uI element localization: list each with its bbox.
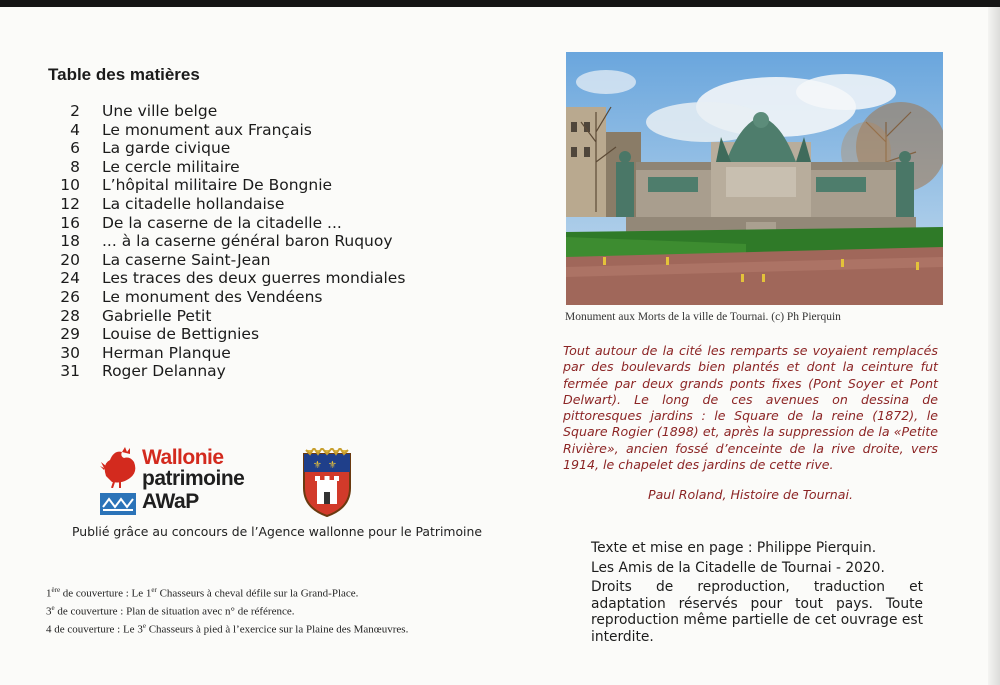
svg-text:⚜: ⚜ bbox=[313, 460, 322, 471]
toc-page-number: 6 bbox=[70, 139, 80, 158]
toc-page-number: 12 bbox=[60, 194, 80, 213]
patrimoine-word: patrimoine bbox=[142, 467, 245, 490]
toc-entry bbox=[60, 195, 405, 214]
toc-entry bbox=[60, 214, 405, 233]
toc-page-number: 4 bbox=[70, 120, 80, 139]
author-line: Texte et mise en page : Philippe Pierquin. bbox=[591, 540, 877, 556]
cover-credit-1: 1ère de couverture : Le 1er Chasseurs à cheval défile sur la Grand-Place. bbox=[46, 586, 359, 600]
awap-building-icon bbox=[100, 493, 136, 515]
toc-entry bbox=[60, 325, 405, 344]
awap-logo bbox=[100, 446, 270, 518]
monument-photo bbox=[566, 52, 943, 305]
wallonie-word: Wallonie bbox=[142, 446, 224, 469]
toc-page-number: 16 bbox=[60, 213, 80, 232]
toc-entry-title: ... à la caserne général baron Ruquoy bbox=[102, 232, 393, 251]
toc-entry-title: Le monument aux Français bbox=[102, 120, 312, 139]
toc-title: Table des matières bbox=[48, 65, 200, 84]
toc-entry-title: La garde civique bbox=[102, 139, 231, 158]
toc-page-number: 8 bbox=[70, 157, 80, 176]
toc-entry-title: Le cercle militaire bbox=[102, 157, 240, 176]
toc-entry bbox=[60, 269, 405, 288]
toc-entry bbox=[60, 176, 405, 195]
toc-entry-title: La citadelle hollandaise bbox=[102, 194, 285, 213]
toc-entry bbox=[60, 158, 405, 177]
toc-entry bbox=[60, 251, 405, 270]
toc-entry bbox=[60, 139, 405, 158]
toc-page-number: 26 bbox=[60, 287, 80, 306]
toc-entry bbox=[60, 307, 405, 326]
cover-credits bbox=[46, 583, 408, 637]
toc-page-number: 10 bbox=[60, 176, 80, 195]
historical-quote: Tout autour de la cité les remparts se voyaient remplacés par des boulevards bien plantés et dont la ceinture fut fermée par deux grands ponts fixes (Pont Soyer et Pont Delwart). Le long de ces avenues on dessina de pittoresques jardins : le Square de la reine (1872), le Square Rogier (1898) et, après la suppression de la «Petite Rivière», ancien fossé d’enceinte de la rive droite, vers 1914, le chapelet des jardins de cette rive. bbox=[563, 343, 938, 473]
toc-entry-title: Le monument des Vendéens bbox=[102, 287, 323, 306]
toc-page-number: 29 bbox=[60, 325, 80, 344]
toc-entry-title: L’hôpital militaire De Bongnie bbox=[102, 176, 333, 195]
toc-entry bbox=[60, 288, 405, 307]
svg-text:⚜: ⚜ bbox=[328, 460, 337, 471]
toc-entry bbox=[60, 344, 405, 363]
toc-page-number: 2 bbox=[70, 102, 80, 120]
cover-credit-4: 4 de couverture : Le 3e Chasseurs à pied à l’exercice sur la Plaine des Manœuvres. bbox=[46, 621, 409, 636]
toc-page-number: 30 bbox=[60, 343, 80, 362]
quote-author: Paul Roland, Histoire de Tournai. bbox=[648, 487, 853, 502]
rights-block bbox=[591, 540, 923, 649]
photo-caption: Monument aux Morts de la ville de Tournai. (c) Ph Pierquin bbox=[565, 311, 841, 323]
cover-credit-3: 3e de couverture : Plan de situation avec n° de référence. bbox=[46, 603, 295, 618]
copyright-notice: Droits de reproduction, traduction et adaptation réservés pour tout pays. Toute reproduction même partielle de cet ouvrage est interdite. bbox=[591, 579, 923, 645]
toc-entry-title: La caserne Saint-Jean bbox=[102, 250, 271, 269]
toc-page-number: 28 bbox=[60, 306, 80, 325]
rooster-icon bbox=[100, 446, 140, 488]
toc-page-number: 24 bbox=[60, 269, 80, 288]
toc-entry-title: Herman Planque bbox=[102, 343, 231, 362]
toc-page-number: 18 bbox=[60, 232, 80, 251]
toc-list bbox=[60, 102, 405, 381]
toc-entry-title: De la caserne de la citadelle ... bbox=[102, 213, 342, 232]
scan-top-edge bbox=[0, 0, 1000, 7]
toc-entry bbox=[60, 102, 405, 121]
toc-page-number: 31 bbox=[60, 362, 80, 381]
tournai-crest-icon bbox=[300, 448, 354, 518]
toc-page-number: 20 bbox=[60, 250, 80, 269]
toc-entry bbox=[60, 232, 405, 251]
page-fold-edge bbox=[988, 7, 1000, 685]
toc-entry-title: Louise de Bettignies bbox=[102, 325, 260, 344]
toc-entry-title: Une ville belge bbox=[102, 102, 218, 120]
toc-entry-title: Roger Delannay bbox=[102, 362, 226, 381]
toc-entry bbox=[60, 121, 405, 140]
awap-word: AWaP bbox=[142, 490, 199, 513]
toc-entry bbox=[60, 362, 405, 381]
toc-entry-title: Gabrielle Petit bbox=[102, 306, 212, 325]
publisher-line: Les Amis de la Citadelle de Tournai - 2020. bbox=[591, 559, 885, 576]
toc-entry-title: Les traces des deux guerres mondiales bbox=[102, 269, 406, 288]
publication-credit: Publié grâce au concours de l’Agence wallonne pour le Patrimoine bbox=[72, 524, 482, 539]
